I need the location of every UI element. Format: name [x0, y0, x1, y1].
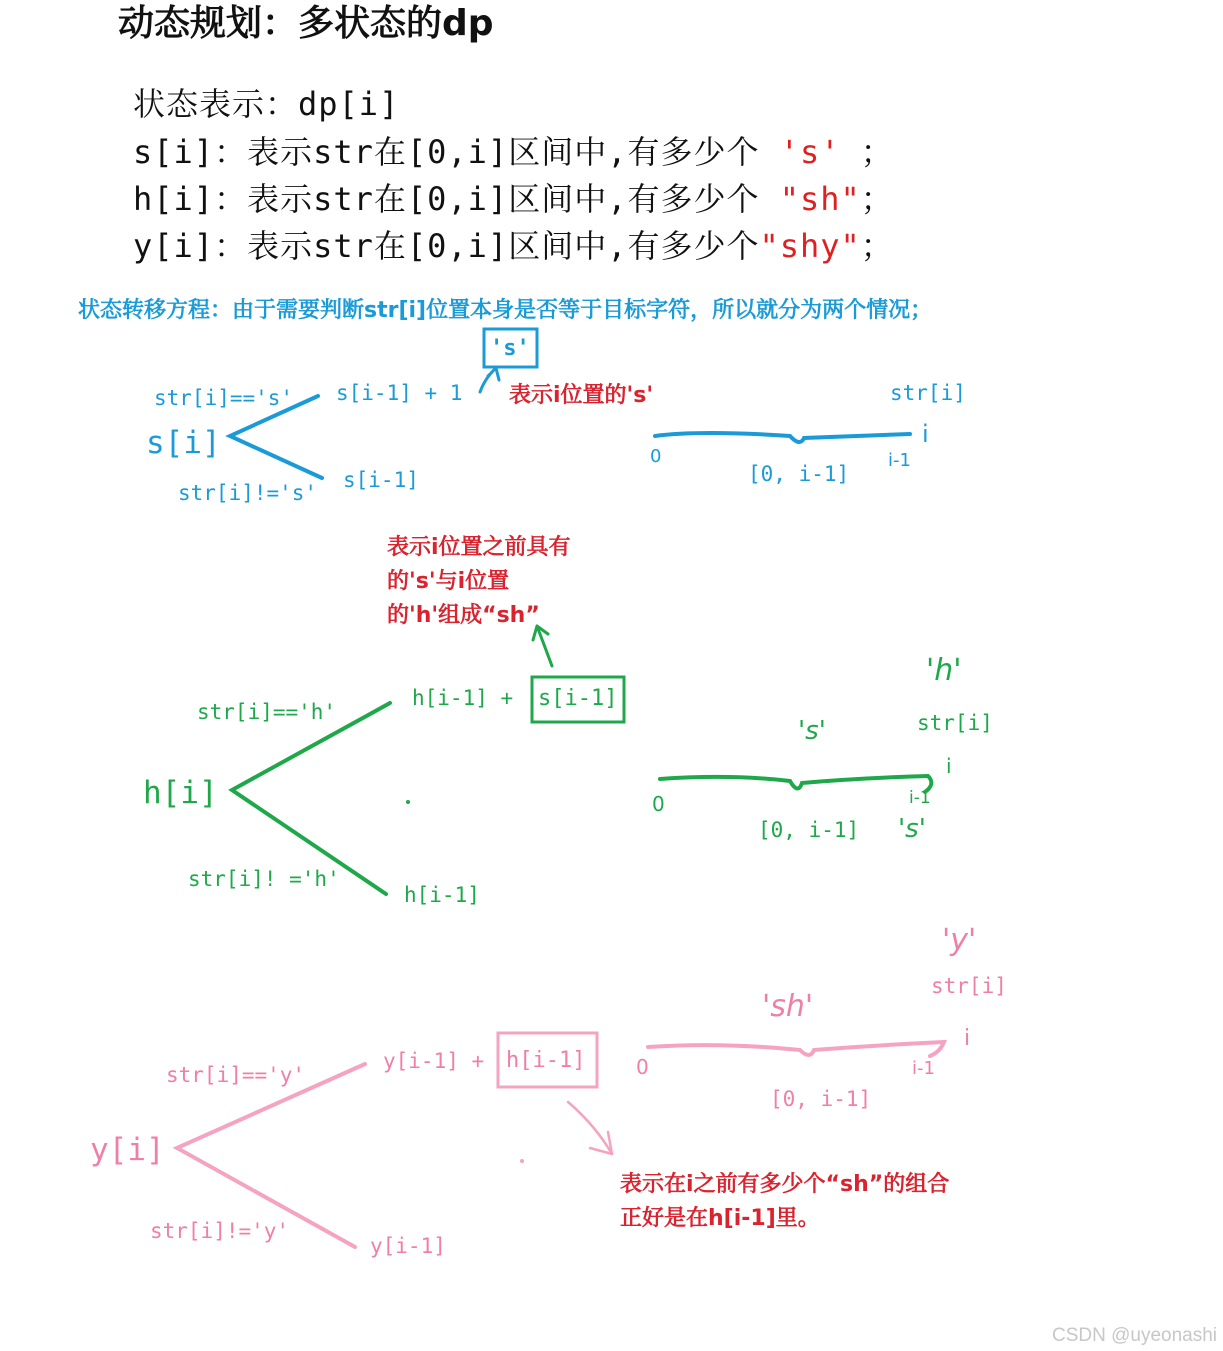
- s-res-ne: s[i-1]: [343, 468, 419, 492]
- y-hand-sh: 'sh': [762, 989, 814, 1024]
- s-range-line: [655, 433, 910, 442]
- h-note-line-1: 表示i位置之前具有: [387, 535, 571, 560]
- h-hand-s-bottom: 's': [898, 814, 926, 844]
- h-res-eq: h[i-1] +: [412, 686, 514, 710]
- y-note-arrow: [568, 1102, 612, 1154]
- h-branch: [232, 626, 931, 894]
- s-box-label: 's': [490, 336, 530, 361]
- h-note-line-3: 的'h'组成“sh”: [387, 603, 540, 628]
- s-definition-target: 's': [759, 133, 861, 171]
- h-definition-text: h[i]：表示str在[0,i]区间中,有多少个: [133, 180, 760, 218]
- y-note-line-1: 表示在i之前有多少个“sh”的组合: [620, 1172, 950, 1197]
- y-cond-ne: str[i]!='y': [150, 1219, 290, 1243]
- h-note-line-2: 的's'与i位置: [387, 569, 510, 594]
- h-hand-h: 'h': [926, 653, 962, 688]
- h-hand-s-top: 's': [798, 716, 826, 746]
- s-cond-ne: str[i]!='s': [178, 481, 318, 505]
- y-range: [0, i-1]: [770, 1087, 872, 1111]
- h-cond-ne: str[i]! ='h': [188, 867, 340, 891]
- h-cond-eq: str[i]=='h': [197, 700, 337, 724]
- y-mark-i: i: [964, 1026, 971, 1051]
- page-title: 动态规划：多状态的dp: [118, 3, 494, 44]
- state-definition: 状态表示：dp[i]: [133, 85, 400, 123]
- y-range-line: [648, 1042, 944, 1056]
- h-root: h[i]: [143, 775, 218, 811]
- y-box-label: h[i-1]: [506, 1048, 586, 1073]
- s-root: s[i]: [146, 425, 221, 461]
- h-branch-lines: [232, 703, 390, 894]
- s-definition-end: ；: [860, 133, 894, 171]
- y-mark-im1: i-1: [912, 1058, 935, 1079]
- s-note: 表示i位置的's': [509, 383, 654, 408]
- h-range: [0, i-1]: [758, 818, 860, 842]
- y-hand-y: 'y': [942, 923, 977, 958]
- h-definition-target: "sh": [759, 180, 861, 218]
- s-mark-0: 0: [650, 446, 662, 467]
- y-note: [620, 1168, 949, 1236]
- transition-title: 状态转移方程：由于需要判断str[i]位置本身是否等于目标字符，所以就分为两个情况；: [78, 298, 933, 323]
- h-str-i: str[i]: [917, 711, 993, 735]
- s-cond-eq: str[i]=='s': [154, 386, 294, 410]
- s-str-i: str[i]: [890, 381, 966, 405]
- h-box-label: s[i-1]: [538, 686, 618, 711]
- h-dot: [406, 800, 410, 804]
- y-res-eq: y[i-1] +: [383, 1049, 485, 1073]
- h-res-ne: h[i-1]: [404, 883, 480, 907]
- h-mark-im1: i-1: [909, 788, 931, 808]
- y-mark-0: 0: [636, 1055, 649, 1079]
- y-dot: [520, 1159, 524, 1163]
- h-definition-end: ；: [860, 180, 894, 218]
- y-cond-eq: str[i]=='y': [166, 1063, 306, 1087]
- s-definition-text: s[i]：表示str在[0,i]区间中,有多少个: [133, 133, 760, 171]
- watermark: CSDN @uyeonashi: [1051, 1325, 1217, 1346]
- h-note: [387, 531, 571, 633]
- y-definition-text: y[i]：表示str在[0,i]区间中,有多少个: [133, 227, 760, 265]
- h-range-line: [660, 776, 931, 792]
- s-mark-i: i: [922, 420, 929, 448]
- y-root: y[i]: [90, 1132, 165, 1168]
- y-res-ne: y[i-1]: [370, 1234, 446, 1258]
- h-mark-0: 0: [652, 792, 665, 816]
- s-range: [0, i-1]: [748, 462, 850, 486]
- y-definition-target: "shy": [759, 227, 861, 265]
- y-str-i: str[i]: [931, 974, 1007, 998]
- s-res-eq: s[i-1] + 1: [336, 381, 463, 405]
- y-definition-end: ；: [860, 227, 894, 265]
- s-mark-im1: i-1: [888, 450, 911, 471]
- h-mark-i: i: [946, 754, 952, 778]
- s-note-arrow: [480, 368, 499, 392]
- y-note-line-2: 正好是在h[i-1]里。: [620, 1206, 820, 1231]
